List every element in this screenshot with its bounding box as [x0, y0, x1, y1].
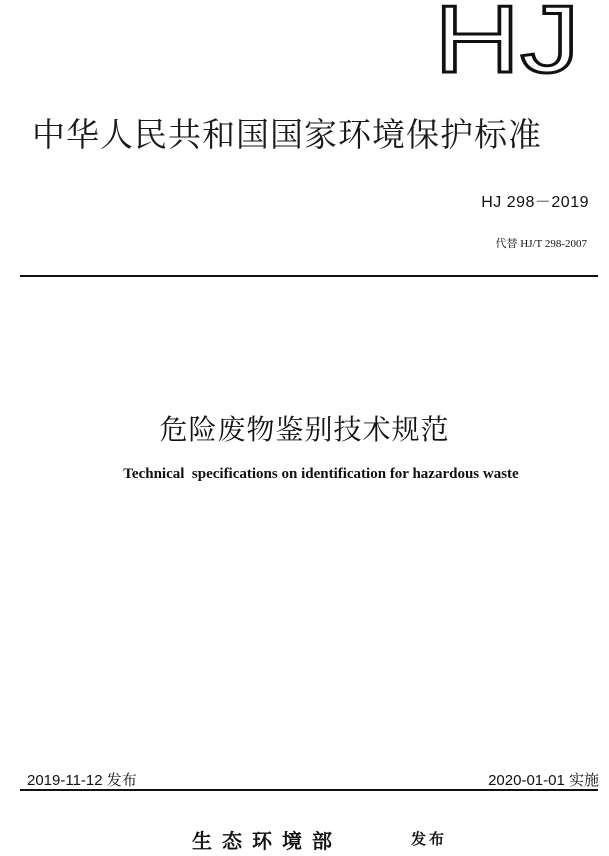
hj-logo-text: HJ — [434, 2, 580, 76]
issue-label: 发布 — [411, 830, 448, 848]
replaces-note: 代替 HJ/T 298-2007 — [495, 238, 587, 250]
document-title-english: Technical specifications on identification for hazardous waste — [123, 466, 519, 482]
bottom-divider — [20, 789, 598, 791]
top-divider — [20, 275, 598, 277]
issuing-authority: 生态环境部 — [192, 829, 342, 853]
effective-date: 2020-01-01 实施 — [488, 772, 599, 789]
standard-category-title: 中华人民共和国国家环境保护标准 — [32, 115, 542, 154]
document-title-chinese: 危险废物鉴别技术规范 — [159, 413, 450, 446]
hj-logo — [432, 2, 582, 76]
release-date: 2019-11-12 发布 — [27, 772, 137, 789]
standard-number: HJ 298－2019 — [481, 194, 589, 211]
